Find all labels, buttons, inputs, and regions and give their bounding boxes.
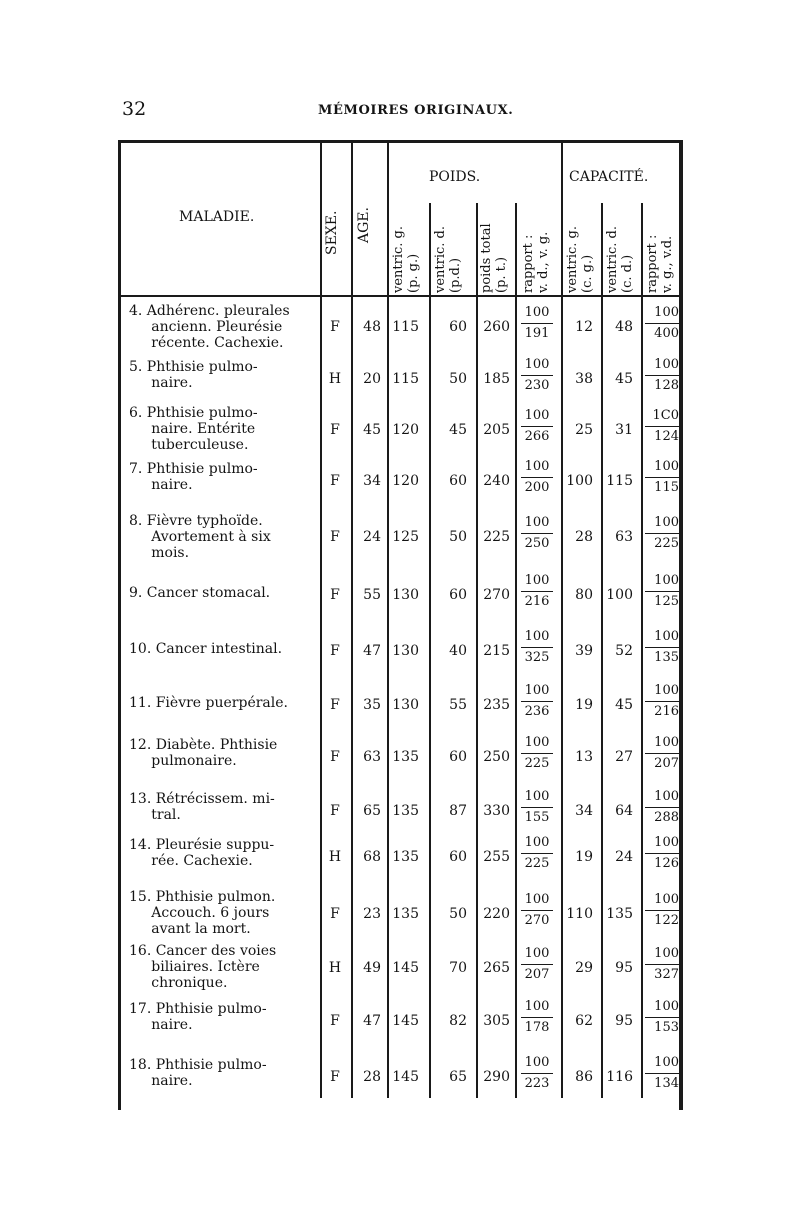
- ratio-poids-numerator: 100: [524, 999, 550, 1014]
- ratio-poids-numerator: 100: [524, 946, 550, 961]
- header-capacite: CAPACITÉ.: [569, 169, 649, 185]
- row-1-pt: 260: [483, 319, 510, 335]
- fraction-bar: [521, 753, 553, 754]
- row-5-ratio-poids: [521, 515, 553, 552]
- ratio-poids-denominator: 270: [524, 913, 550, 928]
- fraction-bar: [645, 647, 679, 648]
- row-11-pg: 135: [392, 849, 419, 865]
- row-1-ratio-poids: [521, 305, 553, 342]
- ratio-capacite-numerator: 100: [654, 835, 679, 850]
- fraction-bar: [521, 1017, 553, 1018]
- fraction-bar: [645, 853, 679, 854]
- fraction-bar: [521, 910, 553, 911]
- row-4-pd: 60: [449, 473, 467, 489]
- fraction-bar: [521, 964, 553, 965]
- row-14-sex: F: [330, 1013, 340, 1029]
- row-7-cd: 52: [615, 643, 633, 659]
- row-8-age: 35: [363, 697, 381, 713]
- ratio-poids-denominator: 225: [524, 856, 550, 871]
- column-rule-age: [351, 143, 353, 1098]
- row-15-age: 28: [363, 1069, 381, 1085]
- row-11-ratio-capacite: [645, 835, 679, 872]
- row-10-cd: 64: [615, 803, 633, 819]
- row-7-pt: 215: [483, 643, 510, 659]
- row-4-pt: 240: [483, 473, 510, 489]
- ratio-capacite-denominator: 122: [654, 913, 679, 928]
- row-13-sex: H: [328, 960, 342, 976]
- fraction-bar: [521, 477, 553, 478]
- row-12-pd: 50: [449, 906, 467, 922]
- row-6-cg: 80: [575, 587, 593, 603]
- row-11-age: 68: [363, 849, 381, 865]
- ratio-poids-numerator: 100: [524, 357, 550, 372]
- row-13-ratio-capacite: [645, 946, 679, 983]
- row-4-ratio-poids: [521, 459, 553, 496]
- ratio-capacite-numerator: 100: [654, 1055, 679, 1070]
- fraction-bar: [645, 375, 679, 376]
- header-capacite-col-2: ventric. d. (c. d.): [605, 225, 635, 293]
- fraction-bar: [521, 853, 553, 854]
- row-13-pt: 265: [483, 960, 510, 976]
- row-5-pg: 125: [392, 529, 419, 545]
- fraction-bar: [521, 647, 553, 648]
- row-2-pt: 185: [483, 371, 510, 387]
- row-2-pg: 115: [392, 371, 419, 387]
- ratio-capacite-numerator: 100: [654, 305, 679, 320]
- ratio-poids-denominator: 225: [524, 756, 550, 771]
- row-15-pg: 145: [392, 1069, 419, 1085]
- row-10-pt: 330: [483, 803, 510, 819]
- row-3-ratio-poids: [521, 408, 553, 445]
- row-12-age: 23: [363, 906, 381, 922]
- row-11-cd: 24: [615, 849, 633, 865]
- column-rule-r1: [515, 203, 517, 1098]
- row-8-disease: 11. Fièvre puerpérale.: [129, 695, 288, 711]
- header-capacite-col-3: rapport : v. g., v.d.: [645, 234, 675, 293]
- row-2-age: 20: [363, 371, 381, 387]
- row-7-disease: 10. Cancer intestinal.: [129, 641, 283, 657]
- row-8-ratio-capacite: [645, 683, 679, 720]
- ratio-poids-numerator: 100: [524, 305, 550, 320]
- ratio-poids-numerator: 100: [524, 515, 550, 530]
- header-sexe: SEXE.: [324, 210, 340, 255]
- fraction-bar: [645, 1017, 679, 1018]
- row-6-ratio-poids: [521, 573, 553, 610]
- row-2-cg: 38: [575, 371, 593, 387]
- ratio-capacite-numerator: 100: [654, 573, 679, 588]
- row-10-cg: 34: [575, 803, 593, 819]
- ratio-capacite-denominator: 134: [654, 1076, 679, 1091]
- row-5-pt: 225: [483, 529, 510, 545]
- row-10-ratio-poids: [521, 789, 553, 826]
- row-6-age: 55: [363, 587, 381, 603]
- row-8-pt: 235: [483, 697, 510, 713]
- fraction-bar: [521, 323, 553, 324]
- row-10-pd: 87: [449, 803, 467, 819]
- row-7-ratio-poids: [521, 629, 553, 666]
- column-rule-r2: [641, 203, 643, 1098]
- ratio-poids-denominator: 216: [524, 594, 550, 609]
- row-12-sex: F: [330, 906, 340, 922]
- row-15-pd: 65: [449, 1069, 467, 1085]
- row-12-ratio-poids: [521, 892, 553, 929]
- row-11-ratio-poids: [521, 835, 553, 872]
- row-7-cg: 39: [575, 643, 593, 659]
- row-14-age: 47: [363, 1013, 381, 1029]
- row-4-age: 34: [363, 473, 381, 489]
- fraction-bar: [521, 591, 553, 592]
- row-10-ratio-capacite: [645, 789, 679, 826]
- ratio-capacite-denominator: 128: [654, 378, 679, 393]
- row-13-age: 49: [363, 960, 381, 976]
- row-12-ratio-capacite: [645, 892, 679, 929]
- ratio-poids-numerator: 100: [524, 629, 550, 644]
- row-6-pg: 130: [392, 587, 419, 603]
- ratio-poids-denominator: 230: [524, 378, 550, 393]
- row-2-ratio-poids: [521, 357, 553, 394]
- header-rule: [121, 295, 682, 297]
- ratio-poids-denominator: 200: [524, 480, 550, 495]
- ratio-capacite-denominator: 135: [654, 650, 679, 665]
- fraction-bar: [645, 807, 679, 808]
- ratio-capacite-denominator: 288: [654, 810, 679, 825]
- fraction-bar: [645, 701, 679, 702]
- row-1-sex: F: [330, 319, 340, 335]
- row-4-disease: 7. Phthisie pulmo- naire.: [129, 461, 258, 493]
- fraction-bar: [645, 753, 679, 754]
- header-maladie: MALADIE.: [179, 209, 255, 225]
- row-3-pt: 205: [483, 422, 510, 438]
- fraction-bar: [645, 591, 679, 592]
- row-8-cd: 45: [615, 697, 633, 713]
- ratio-poids-denominator: 191: [524, 326, 550, 341]
- ratio-poids-numerator: 100: [524, 573, 550, 588]
- header-poids-col-3: poids total (p. t.): [479, 223, 509, 293]
- row-1-age: 48: [363, 319, 381, 335]
- row-12-disease: 15. Phthisie pulmon. Accouch. 6 jours avant la mort.: [129, 889, 276, 937]
- row-9-age: 63: [363, 749, 381, 765]
- row-13-disease: 16. Cancer des voies biliaires. Ictère chronique.: [129, 943, 277, 991]
- fraction-bar: [521, 375, 553, 376]
- row-5-age: 24: [363, 529, 381, 545]
- row-4-pg: 120: [392, 473, 419, 489]
- ratio-capacite-numerator: 100: [654, 789, 679, 804]
- row-9-disease: 12. Diabète. Phthisie pulmonaire.: [129, 737, 278, 769]
- row-2-pd: 50: [449, 371, 467, 387]
- row-14-pd: 82: [449, 1013, 467, 1029]
- row-5-sex: F: [330, 529, 340, 545]
- row-10-age: 65: [363, 803, 381, 819]
- row-3-ratio-capacite: [645, 408, 679, 445]
- row-7-sex: F: [330, 643, 340, 659]
- fraction-bar: [645, 477, 679, 478]
- row-8-pd: 55: [449, 697, 467, 713]
- row-6-sex: F: [330, 587, 340, 603]
- row-9-pt: 250: [483, 749, 510, 765]
- fraction-bar: [645, 426, 679, 427]
- row-4-cd: 115: [606, 473, 633, 489]
- row-5-cg: 28: [575, 529, 593, 545]
- row-5-ratio-capacite: [645, 515, 679, 552]
- row-12-cd: 135: [606, 906, 633, 922]
- ratio-capacite-numerator: 100: [654, 892, 679, 907]
- row-9-pd: 60: [449, 749, 467, 765]
- row-15-cd: 116: [606, 1069, 633, 1085]
- fraction-bar: [645, 1073, 679, 1074]
- column-rule-cap: [561, 143, 563, 1098]
- row-2-ratio-capacite: [645, 357, 679, 394]
- row-13-cg: 29: [575, 960, 593, 976]
- fraction-bar: [645, 964, 679, 965]
- fraction-bar: [521, 807, 553, 808]
- ratio-capacite-numerator: 100: [654, 946, 679, 961]
- row-3-age: 45: [363, 422, 381, 438]
- row-8-pg: 130: [392, 697, 419, 713]
- row-2-cd: 45: [615, 371, 633, 387]
- row-8-ratio-poids: [521, 683, 553, 720]
- row-11-pt: 255: [483, 849, 510, 865]
- row-11-disease: 14. Pleurésie suppu- rée. Cachexie.: [129, 837, 275, 869]
- row-7-ratio-capacite: [645, 629, 679, 666]
- row-1-ratio-capacite: [645, 305, 679, 342]
- row-2-sex: H: [328, 371, 342, 387]
- row-1-cd: 48: [615, 319, 633, 335]
- row-6-pt: 270: [483, 587, 510, 603]
- ratio-poids-denominator: 325: [524, 650, 550, 665]
- ratio-capacite-denominator: 400: [654, 326, 679, 341]
- ratio-capacite-denominator: 225: [654, 536, 679, 551]
- ratio-capacite-numerator: 100: [654, 629, 679, 644]
- column-rule-sex: [320, 143, 322, 1098]
- row-12-pt: 220: [483, 906, 510, 922]
- ratio-capacite-numerator: 100: [654, 735, 679, 750]
- ratio-poids-numerator: 100: [524, 835, 550, 850]
- header-age: AGE.: [356, 207, 372, 243]
- row-10-sex: F: [330, 803, 340, 819]
- page-number: 32: [122, 98, 147, 120]
- row-3-pd: 45: [449, 422, 467, 438]
- ratio-poids-numerator: 100: [524, 1055, 550, 1070]
- row-9-ratio-capacite: [645, 735, 679, 772]
- row-9-ratio-poids: [521, 735, 553, 772]
- fraction-bar: [521, 533, 553, 534]
- header-poids-col-2: ventric. d. (p.d.): [433, 225, 463, 293]
- header-poids: POIDS.: [429, 169, 481, 185]
- ratio-capacite-denominator: 125: [654, 594, 679, 609]
- ratio-poids-numerator: 100: [524, 683, 550, 698]
- row-15-cg: 86: [575, 1069, 593, 1085]
- ratio-capacite-denominator: 207: [654, 756, 679, 771]
- row-13-pg: 145: [392, 960, 419, 976]
- row-14-cg: 62: [575, 1013, 593, 1029]
- row-14-ratio-capacite: [645, 999, 679, 1036]
- row-7-age: 47: [363, 643, 381, 659]
- column-rule-poids: [387, 143, 389, 1098]
- row-7-pd: 40: [449, 643, 467, 659]
- ratio-capacite-numerator: 100: [654, 999, 679, 1014]
- row-5-pd: 50: [449, 529, 467, 545]
- header-capacite-col-1: ventric. g. (c. g.): [565, 225, 595, 293]
- fraction-bar: [645, 533, 679, 534]
- ratio-poids-denominator: 266: [524, 429, 550, 444]
- row-2-disease: 5. Phthisie pulmo- naire.: [129, 359, 258, 391]
- ratio-poids-numerator: 100: [524, 892, 550, 907]
- row-13-cd: 95: [615, 960, 633, 976]
- row-3-cd: 31: [615, 422, 633, 438]
- row-3-disease: 6. Phthisie pulmo- naire. Entérite tuberculeuse.: [129, 405, 258, 453]
- row-14-disease: 17. Phthisie pulmo- naire.: [129, 1001, 267, 1033]
- row-4-ratio-capacite: [645, 459, 679, 496]
- row-11-pd: 60: [449, 849, 467, 865]
- fraction-bar: [521, 426, 553, 427]
- row-10-pg: 135: [392, 803, 419, 819]
- row-15-disease: 18. Phthisie pulmo- naire.: [129, 1057, 267, 1089]
- row-15-pt: 290: [483, 1069, 510, 1085]
- ratio-capacite-denominator: 124: [654, 429, 679, 444]
- row-9-cd: 27: [615, 749, 633, 765]
- data-table: [118, 140, 683, 1110]
- row-14-cd: 95: [615, 1013, 633, 1029]
- ratio-capacite-numerator: 100: [654, 459, 679, 474]
- ratio-capacite-denominator: 153: [654, 1020, 679, 1035]
- row-9-cg: 13: [575, 749, 593, 765]
- ratio-capacite-denominator: 327: [654, 967, 679, 982]
- ratio-poids-numerator: 100: [524, 408, 550, 423]
- row-13-ratio-poids: [521, 946, 553, 983]
- row-1-pg: 115: [392, 319, 419, 335]
- row-1-pd: 60: [449, 319, 467, 335]
- ratio-capacite-denominator: 126: [654, 856, 679, 871]
- row-3-sex: F: [330, 422, 340, 438]
- row-7-pg: 130: [392, 643, 419, 659]
- header-poids-col-1: ventric. g. (p. g.): [391, 225, 421, 293]
- ratio-poids-denominator: 178: [524, 1020, 550, 1035]
- ratio-capacite-denominator: 216: [654, 704, 679, 719]
- running-head: [0, 94, 800, 124]
- row-9-sex: F: [330, 749, 340, 765]
- row-13-pd: 70: [449, 960, 467, 976]
- ratio-capacite-numerator: 1C0: [652, 408, 679, 423]
- row-4-sex: F: [330, 473, 340, 489]
- row-11-cg: 19: [575, 849, 593, 865]
- row-9-pg: 135: [392, 749, 419, 765]
- ratio-capacite-denominator: 115: [654, 480, 679, 495]
- row-15-ratio-capacite: [645, 1055, 679, 1092]
- ratio-poids-numerator: 100: [524, 459, 550, 474]
- row-15-ratio-poids: [521, 1055, 553, 1092]
- ratio-poids-denominator: 155: [524, 810, 550, 825]
- row-1-disease: 4. Adhérenc. pleurales ancienn. Pleurésie récente. Cachexie.: [129, 303, 290, 351]
- header-poids-col-4: rapport : v. d., v. g.: [521, 231, 551, 293]
- fraction-bar: [645, 323, 679, 324]
- row-5-disease: 8. Fièvre typhoïde. Avortement à six mois.: [129, 513, 271, 561]
- fraction-bar: [521, 701, 553, 702]
- row-3-cg: 25: [575, 422, 593, 438]
- row-6-disease: 9. Cancer stomacal.: [129, 585, 271, 601]
- row-3-pg: 120: [392, 422, 419, 438]
- row-14-pg: 145: [392, 1013, 419, 1029]
- row-6-cd: 100: [606, 587, 633, 603]
- row-1-cg: 12: [575, 319, 593, 335]
- row-15-sex: F: [330, 1069, 340, 1085]
- row-11-sex: H: [328, 849, 342, 865]
- fraction-bar: [645, 910, 679, 911]
- ratio-poids-denominator: 223: [524, 1076, 550, 1091]
- row-14-pt: 305: [483, 1013, 510, 1029]
- fraction-bar: [521, 1073, 553, 1074]
- row-4-cg: 100: [566, 473, 593, 489]
- row-10-disease: 13. Rétrécissem. mi- tral.: [129, 791, 275, 823]
- ratio-poids-numerator: 100: [524, 789, 550, 804]
- row-8-sex: F: [330, 697, 340, 713]
- row-14-ratio-poids: [521, 999, 553, 1036]
- row-12-cg: 110: [566, 906, 593, 922]
- ratio-poids-denominator: 207: [524, 967, 550, 982]
- row-8-cg: 19: [575, 697, 593, 713]
- ratio-poids-denominator: 250: [524, 536, 550, 551]
- row-5-cd: 63: [615, 529, 633, 545]
- ratio-poids-numerator: 100: [524, 735, 550, 750]
- ratio-capacite-numerator: 100: [654, 357, 679, 372]
- running-title: MÉMOIRES ORIGINAUX.: [318, 103, 514, 118]
- row-6-ratio-capacite: [645, 573, 679, 610]
- row-12-pg: 135: [392, 906, 419, 922]
- ratio-capacite-numerator: 100: [654, 683, 679, 698]
- ratio-capacite-numerator: 100: [654, 515, 679, 530]
- row-6-pd: 60: [449, 587, 467, 603]
- ratio-poids-denominator: 236: [524, 704, 550, 719]
